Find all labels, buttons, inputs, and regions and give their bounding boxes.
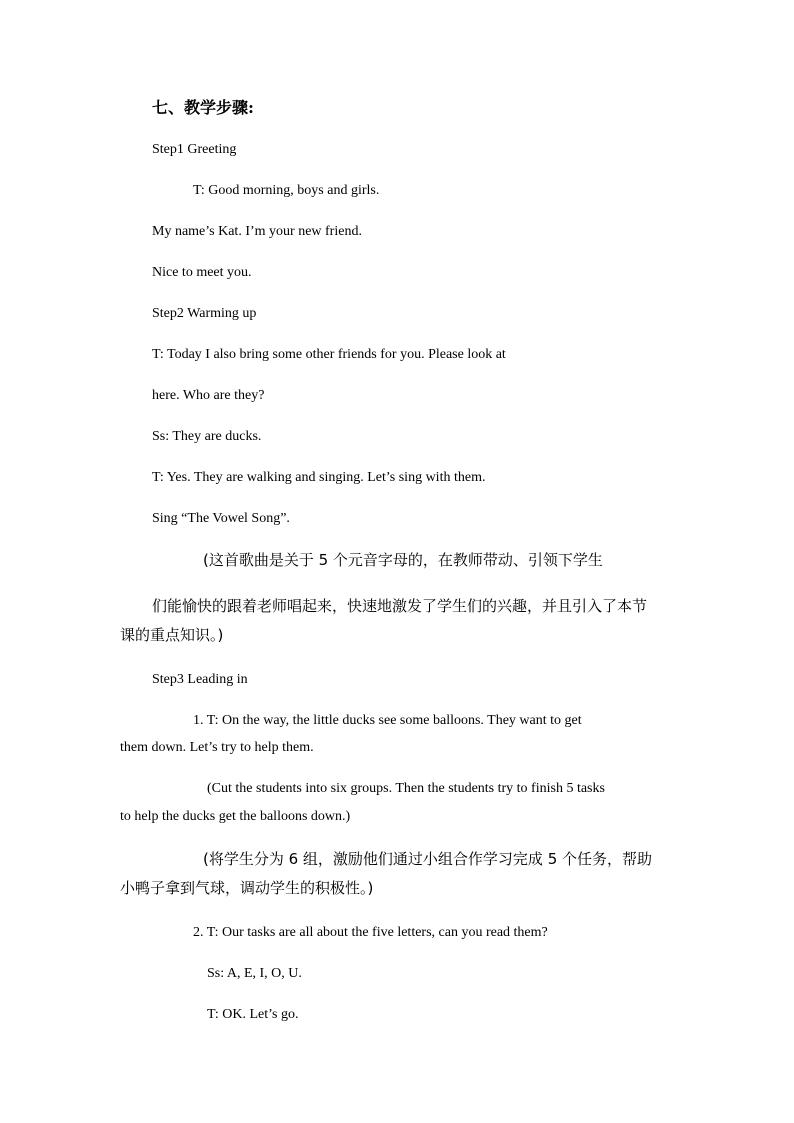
step3-title: Step3 Leading in [152, 672, 248, 687]
section-heading: 七、教学步骤: [152, 98, 254, 117]
step1-line: Nice to meet you. [152, 265, 252, 280]
step3-item2: T: OK. Let’s go. [207, 1007, 299, 1022]
step2-line: Sing “The Vowel Song”. [152, 511, 290, 526]
step3-item2: 2. T: Our tasks are all about the five letters, can you read them? [193, 925, 548, 940]
step3-parenthetical: (Cut the students into six groups. Then the students try to finish 5 tasks [207, 781, 605, 796]
step2-note: 课的重点知识。) [120, 626, 224, 644]
step2-line: Ss: They are ducks. [152, 429, 262, 444]
step3-item1: them down. Let’s try to help them. [120, 740, 314, 755]
step2-title: Step2 Warming up [152, 306, 257, 321]
step2-note: 们能愉快的跟着老师唱起来，快速地激发了学生们的兴趣，并且引入了本节 [152, 597, 648, 615]
step2-line: T: Yes. They are walking and singing. Let’s sing with them. [152, 470, 486, 485]
step2-line: T: Today I also bring some other friends for you. Please look at [152, 347, 506, 362]
step1-line: T: Good morning, boys and girls. [193, 183, 380, 198]
step2-note: (这首歌曲是关于 5 个元音字母的，在教师带动、引领下学生 [203, 551, 603, 569]
step3-note: (将学生分为 6 组，激励他们通过小组合作学习完成 5 个任务，帮助 [203, 850, 653, 868]
step2-line: here. Who are they? [152, 388, 265, 403]
step1-line: My name’s Kat. I’m your new friend. [152, 224, 362, 239]
step3-note: 小鸭子拿到气球，调动学生的积极性。) [120, 879, 374, 897]
step3-item2: Ss: A, E, I, O, U. [207, 966, 302, 981]
step3-parenthetical: to help the ducks get the balloons down.) [120, 809, 351, 824]
step1-title: Step1 Greeting [152, 142, 237, 157]
step3-item1: 1. T: On the way, the little ducks see some balloons. They want to get [193, 713, 582, 728]
